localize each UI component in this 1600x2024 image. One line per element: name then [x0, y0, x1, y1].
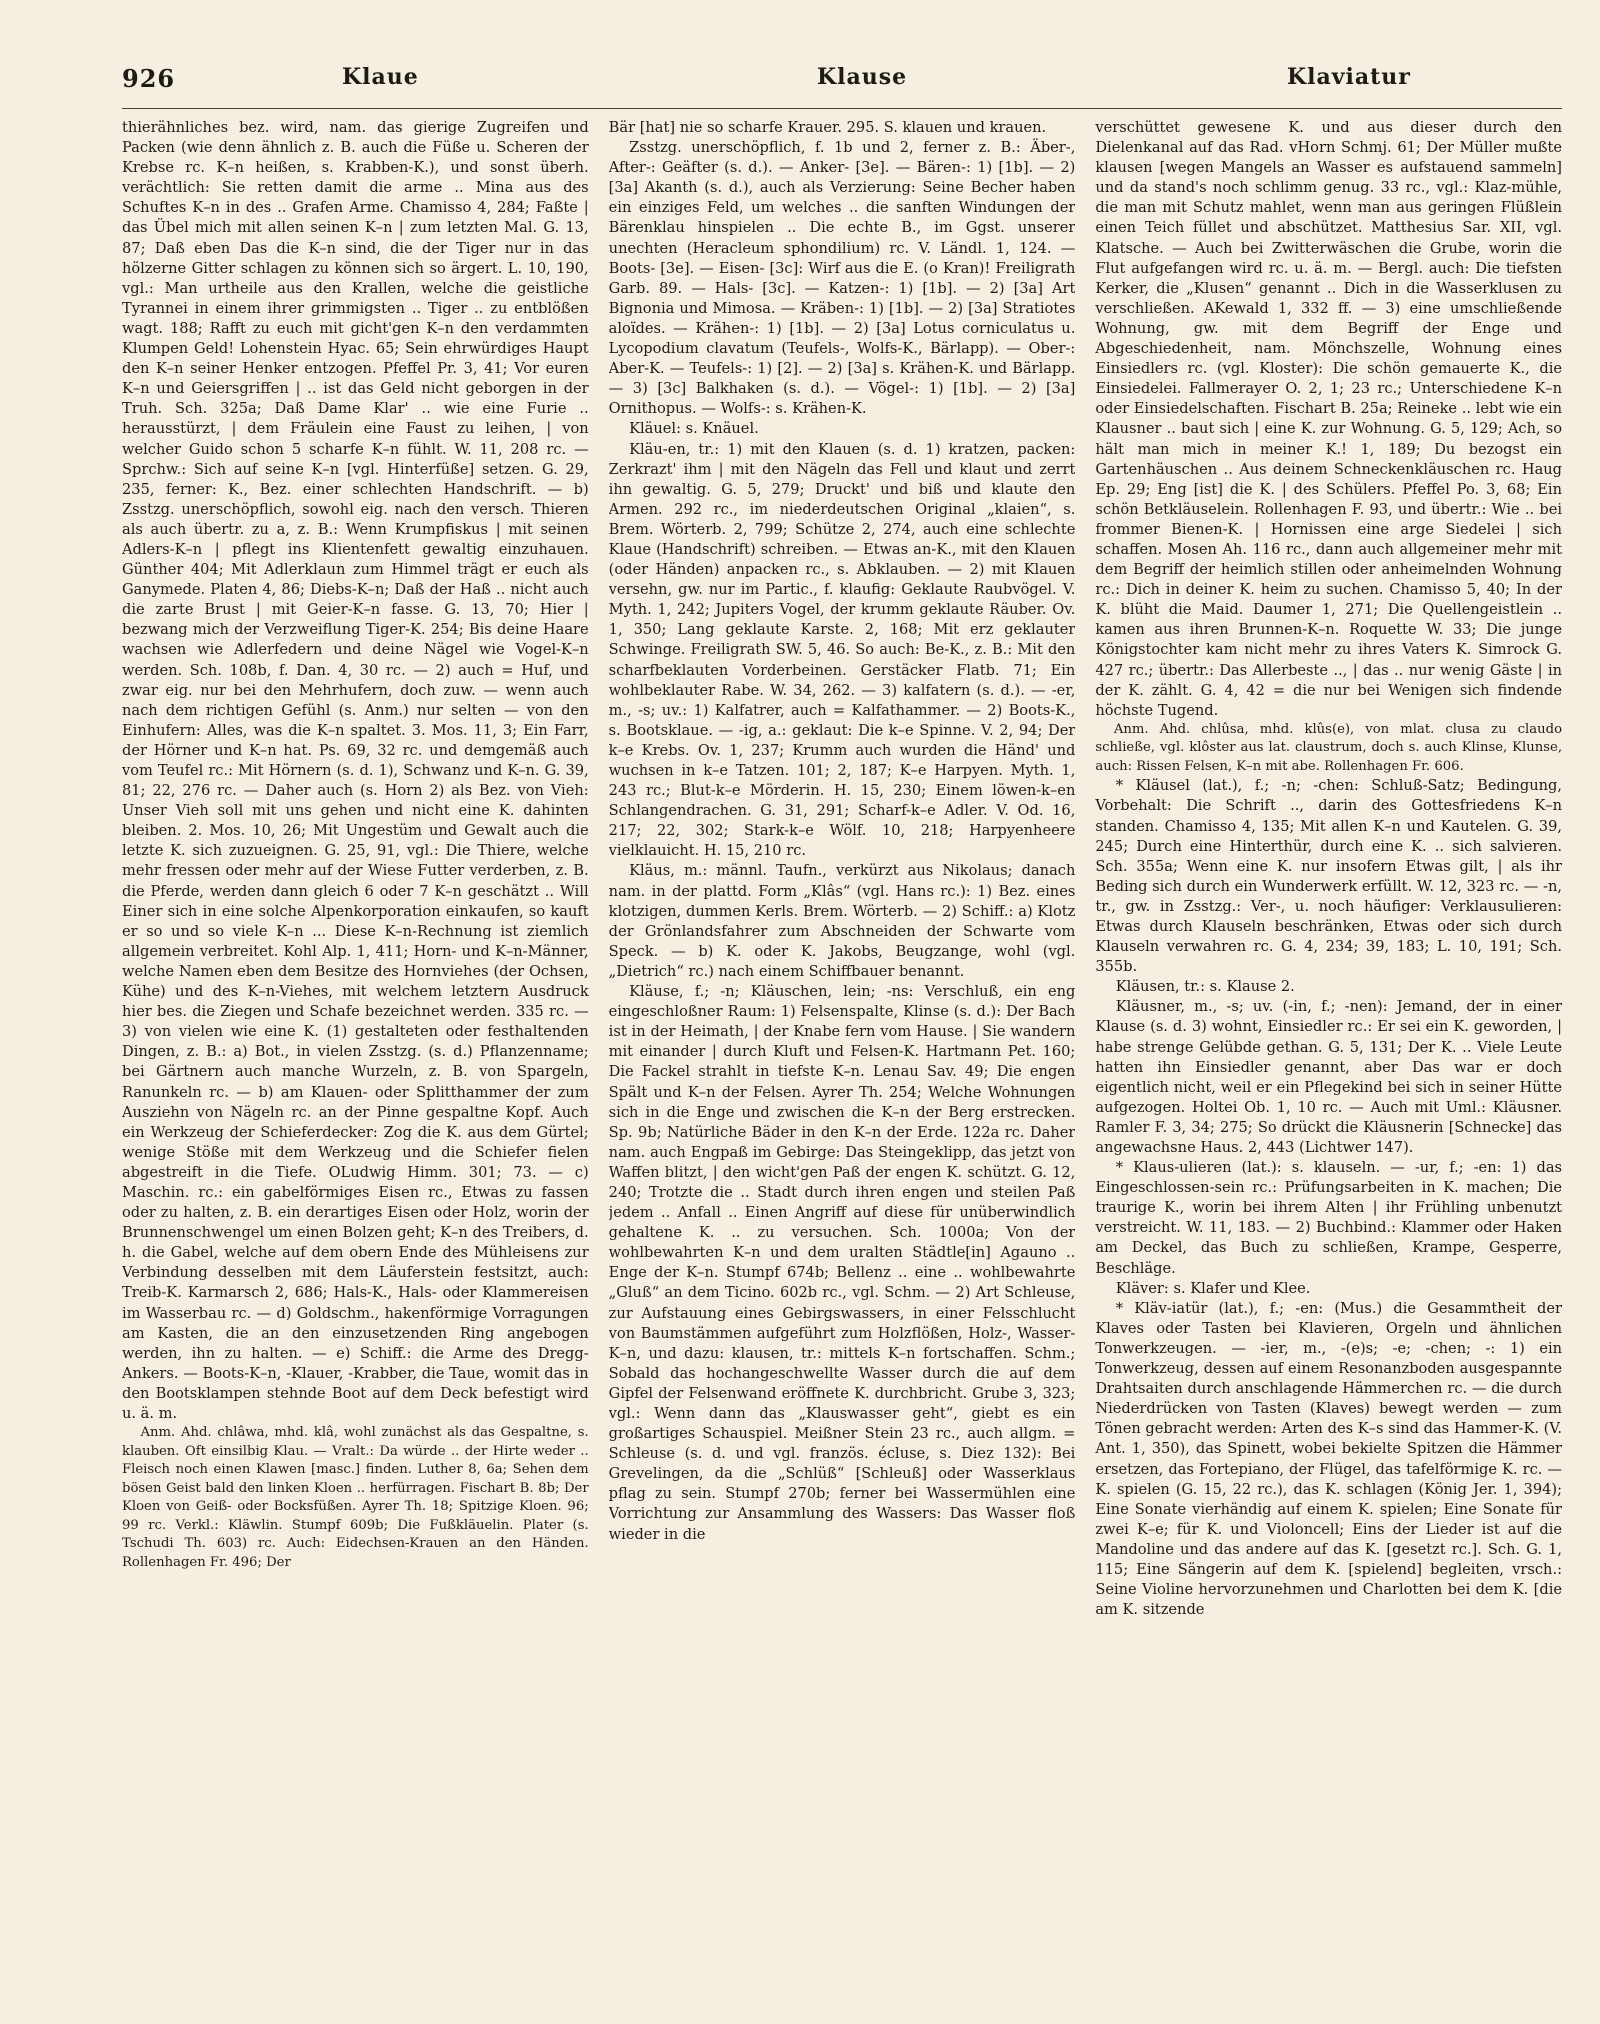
page-number: 926 [122, 64, 176, 93]
column-3 [1095, 118, 1562, 2008]
text-columns [122, 118, 1562, 2008]
entry-paragraph: * Klaus-ulieren (lat.): s. klauseln. — -ur, f.; -en: 1) das Eingeschlossen-sein rc.: Prüfungsarbeiten in K. machen; Die traurige K., worin bei ihrem Alten | ihr Frühling unbenutzt verstreicht. W. 11, 183. — 2) Buchbind.: Klammer oder Haken am Deckel, das Buch zu schließen, Krampe, Gesperre, Beschläge. [1095, 1159, 1563, 1277]
entry-paragraph: Kläusen, tr.: s. Klause 2. [1115, 978, 1295, 996]
header-left-keyword: Klaue [342, 64, 419, 90]
entry-paragraph: Anm. Ahd. chlâwa, mhd. klâ, wohl zunächst als das Gespaltne, s. klauben. Oft einsilbig Klau. — Vralt.: Da würde .. der Hirte weder .. Fleisch noch einen Klawen [masc.] finden. Luther 8, 6a; Sehen dem bösen Geist bald den linken Kloen .. herfürragen. Fischart B. 8b; Der Kloen von Geiß- oder Bocksfüßen. Ayrer Th. 18; Spitzige Kloen. 96; 99 rc. Verkl.: Kläwlin. Stumpf 609b; Die Fußkläuelin. Plater (s. Tschudi Th. 603) rc. Auch: Eidechsen-Krauen an den Händen. Rollenhagen Fr. 496; Der [122, 1425, 589, 1570]
entry-paragraph: Kläusner, m., -s; uv. (-in, f.; -nen): Jemand, der in einer Klause (s. d. 3) wohnt, Einsiedler rc.: Er sei ein K. geworden, | habe strenge Gelübde gethan. G. 5, 131; Der K. .. Viele Leute hatten ihn Einsiedler genannt, aber Das war er doch eigentlich nicht, weil er ein Pflegekind bei sich in seiner Hütte aufgezogen. Holtei Ob. 1, 10 rc. — Auch mit Uml.: Kläusner. Ramler F. 3, 34; 275; So drückt die Kläusnerin [Schnecke] das angewachsne Haus. 2, 443 (Lichtwer 147). [1095, 998, 1563, 1156]
entry-paragraph: Kläver: s. Klafer und Klee. [1115, 1279, 1311, 1297]
header-right-keyword: Klaviatur [1287, 64, 1411, 90]
entry-paragraph: Kläuse, f.; -n; Kläuschen, lein; -ns: Verschluß, ein eng eingeschloßner Raum: 1) Felsenspalte, Klinse (s. d.): Der Bach ist in der Heimath, | der Knabe fern vom Hause. | Sie wandern mit einander | durch Kluft und Felsen-K. Hartmann Pet. 160; Die Fackel strahlt in tiefste K–n. Lenau Sav. 49; Die engen Spält und K–n der Felsen. Ayrer Th. 254; Welche Wohnungen sich in die Enge und zwischen die K–n der Berg erstrecken. Sp. 9b; Natürliche Bäder in den K–n der Erde. 122a rc. Daher nam. auch Engpaß im Gebirge: Das Steingeklipp, das jetzt von Waffen blitzt, | den wicht'gen Paß der engen K. schützt. G. 12, 240; Trotzte die .. Stadt durch ihren engen und steilen Paß jedem .. Anfall .. Einen Angriff auf diese für unüberwindlich gehaltene K. .. zu versuchen. Sch. 1000a; Von der wohlbewahrten K–n und dem uralten Städtle[in] Agauno .. Enge der K–n. Stumpf 674b; Bellenz .. eine .. wohlbewahrte „Gluß“ an dem Ticino. 602b rc., vgl. Schm. — 2) Art Schleuse, zur Aufstauung eines Gebirgswassers, in einer Felsschlucht von Baumstämmen aufgeführt zum Holzflößen, Holz-, Wasser-K–n, und dazu: klausen, tr.: mittels K–n fortschaffen. Schm.; Sobald das hochangeschwellte Wasser durch die auf dem Gipfel der Felsenwand eröffnete K. durchbricht. Grube 3, 323; vgl.: Wenn dann das „Klauswasser geht“, giebt es ein großartiges Schauspiel. Meißner Stein 23 rc., auch allgm. = Schleuse (s. d. und vgl. französ. écluse, s. Diez 132): Bei Grevelingen, da die „Schlüß“ [Schleuß] oder Wasserklaus pflag zu sein. Stumpf 270b; ferner bei Wassermühlen eine Vorrichtung zur Ansammlung des Wassers: Das Wasser floß wieder in die [608, 983, 1076, 1543]
entry-paragraph: thierähnliches bez. wird, nam. das gierige Zugreifen und Packen (wie denn ähnlich z. B. auch die Füße u. Scheren der Krebse rc. K–n heißen, s. Krabben-K.), und sonst überh. verächtlich: Sie retten damit die arme .. Mina aus des Schuftes K–n in des .. Grafen Arme. Chamisso 4, 284; Faßte | das Übel mich mit allen seinen K–n | zum letzten Mal. G. 13, 87; Daß eben Das die K–n sind, die der Tiger nur in das hölzerne Gitter schlagen zu können sich so ärgert. L. 10, 190, vgl.: Man urtheile aus den Krallen, welche die geistliche Tyrannei in einem ihrer grimmigsten .. Tiger .. zu entblößen wagt. 188; Rafft zu euch mit gicht'gen K–n den verdammten Klumpen Geld! Lohenstein Hyac. 65; Sein ehrwürdiges Haupt den K–n seiner Henker entzogen. Pfeffel Pr. 3, 41; Vor euren K–n und Geiersgriffen | .. ist das Geld nicht geborgen in der Truh. Sch. 325a; Daß Dame Klar' .. wie eine Furie .. herausstürzt, | dem Fräulein eine Faust zu leihen, | von welcher Guido schon 5 scharfe K–n fühlt. W. 11, 208 rc. — Sprchw.: Sich auf seine K–n [vgl. Hinterfüße] setzen. G. 29, 235, ferner: K., Bez. einer schlechten Handschrift. — b) Zsstzg. unerschöpflich, sowohl eig. nach den versch. Thieren als auch übertr. zu a, z. B.: Wenn Krumpfiskus | mit seinen Adlers-K–n | pflegt ins Klientenfett gewaltig einzuhauen. Günther 404; Mit Adlerklaun zum Himmel trägt er euch als Ganymede. Platen 4, 86; Diebs-K–n; Daß der Haß .. nicht auch die zarte Brust | mit Geier-K–n fasse. G. 13, 70; Hier | bezwang mich der Verzweiflung Tiger-K. 254; Bis deine Haare wachsen wie Adlerfedern und deine Nägel wie Vogel-K–n werden. Sch. 108b, f. Dan. 4, 30 rc. — 2) auch = Huf, und zwar eig. nur bei den Mehrhufern, doch zuw. — wenn auch nach dem richtigen Gefühl (s. Anm.) nur selten — von den Einhufern: Alles, was die K–n spaltet. 3. Mos. 11, 3; Ein Farr, der Hörner und K–n hat. Ps. 69, 32 rc. und demgemäß auch vom Teufel rc.: Mit Hörnern (s. d. 1), Schwanz und K–n. G. 39, 81; 22, 276 rc. — Daher auch (s. Horn 2) als Bez. von Vieh: Unser Vieh soll mit uns gehen und nicht eine K. dahinten bleiben. 2. Mos. 10, 26; Mit Ungestüm und Gewalt auch die letzte K. sich zuzueignen. G. 25, 91, vgl.: Die Thiere, welche mehr fressen oder mehr auf der Wiese Futter verderben, z. B. die Pferde, werden dann gleich 6 oder 7 K–n geschätzt .. Will Einer sich in eine solche Alpenkorporation einkaufen, so kauft er so und so viele K–n ... Diese K–n-Rechnung ist ziemlich allgemein verbreitet. Kohl Alp. 1, 411; Horn- und K–n-Männer, welche Namen eben dem Besitze des Hornviehes (der Ochsen, Kühe) und des K–n-Viehes, mit welchem letztern Ausdruck hier bes. die Ziegen und Schafe bezeichnet werden. 335 rc. — 3) von vielen wie eine K. (1) gestalteten oder festhaltenden Dingen, z. B.: a) Bot., in vielen Zsstzg. (s. d.) Pflanzenname; bei Gärtnern auch manche Wurzeln, z. B. von Spargeln, Ranunkeln rc. — b) am Klauen- oder Splitthammer der zum Ausziehn von Nägeln rc. an der Pinne gespaltne Kopf. Auch ein Werkzeug der Schieferdecker: Zog die K. aus dem Gürtel; wenige Stöße mit dem Werkzeug und die Schiefer fielen abgestreift in die Tiefe. OLudwig Himm. 301; 73. — c) Maschin. rc.: ein gabelförmiges Eisen rc., Etwas zu fassen oder zu halten, z. B. ein derartiges Eisen oder Holz, worin der Brunnenschwengel um einen Bolzen geht; K–n des Treibers, d. h. die Gabel, welche auf dem obern Ende des Mühleisens zur Verbindung desselben mit dem Läuferstein festsitzt, auch: Treib-K. Karmarsch 2, 686; Hals-K., Hals- oder Klammereisen im Wasserbau rc. — d) Goldschm., hakenförmige Vorragungen am Kasten, die an den einzusetzenden Ring angebogen werden, ihn zu halten. — e) Schiff.: die Arme des Dregg-Ankers. — Boots-K–n, -Klauer, -Krabber, die Taue, womit das in den Bootsklampen stehnde Boot auf dem Deck befestigt wird u. ä. m. [122, 119, 589, 1422]
entry-paragraph: * Kläusel (lat.), f.; -n; -chen: Schluß-Satz; Bedingung, Vorbehalt: Die Schrift .., darin des Gottesfriedens K–n standen. Chamisso 4, 135; Mit allen K–n und Kautelen. G. 39, 245; Durch eine Hinterthür, durch eine K. .. sich salvieren. Sch. 355a; Wenn eine K. nur insofern Etwas gilt, | als ihr Beding sich durch ein Wunderwerk erfüllt. W. 12, 323 rc. — -n, tr., gw. in Zsstzg.: Ver-, u. noch häufiger: Verklausulieren: Etwas durch Klauseln beschränken, Etwas oder sich durch Klauseln verwahren rc. G. 4, 234; 39, 183; L. 10, 191; Sch. 355b. [1095, 777, 1563, 976]
entry-paragraph: * Kläv-iatür (lat.), f.; -en: (Mus.) die Gesammtheit der Klaves oder Tasten bei Klavieren, Orgeln und ähnlichen Tonwerkzeugen. — -ier, m., -(e)s; -e; -chen; -: 1) ein Tonwerkzeug, dessen auf einem Resonanzboden ausgespannte Drahtsaiten durch anschlagende Hämmerchen rc. — die durch Niederdrücken von Tasten (Klaves) bewegt werden — zum Tönen gebracht werden: Arten des K–s sind das Hammer-K. (V. Ant. 1, 350), das Spinett, wobei bekielte Spitzen die Hämmer ersetzen, das Fortepiano, der Flügel, das tafelförmige K. rc. — K. spielen (G. 15, 22 rc.), das K. schlagen (König Jer. 1, 394); Eine Sonate vierhändig auf einem K. spielen; Eine Sonate für zwei K–e; für K. und Violoncell; Eins der Lieder ist auf die Mandoline und das andere auf das K. [gesetzt rc.]. Sch. G. 1, 115; Eine Sängerin auf dem K. [spielend] begleiten, vrsch.: Seine Violine hervorzunehmen und Charlotten bei dem K. [die am K. sitzende [1095, 1299, 1563, 1619]
header-rule [122, 108, 1562, 109]
running-head [122, 64, 1562, 98]
column-2 [609, 118, 1076, 2008]
entry-paragraph: Zsstzg. unerschöpflich, f. 1b und 2, ferner z. B.: Äber-, After-: Geäfter (s. d.). — Anker- [3e]. — Bären-: 1) [1b]. — 2) [3a] Akanth (s. d.), auch als Verzierung: Seine Becher haben ein einziges Feld, um welches .. die sanften Windungen der Bärenklau hinspielen .. Die echte B., im Ggst. unserer unechten (Heracleum sphondilium) rc. V. Ländl. 1, 124. — Boots- [3e]. — Eisen- [3c]: Wirf aus die E. (o Kran)! Freiligrath Garb. 89. — Hals- [3c]. — Katzen-: 1) [1b]. — 2) [3a] Art Bignonia und Mimosa. — Kräben-: 1) [1b]. — 2) [3a] Stratiotes aloïdes. — Krähen-: 1) [1b]. — 2) [3a] Lotus corniculatus u. Lycopodium clavatum (Teufels-, Wolfs-K., Bärlapp). — Ober-: Aber-K. — Teufels-: 1) [2]. — 2) [3a] s. Krähen-K. und Bärlapp. — 3) [3c] Balkhaken (s. d.). — Vögel-: 1) [1b]. — 2) [3a] Ornithopus. — Wolfs-: s. Krähen-K. [608, 139, 1076, 418]
entry-paragraph: verschüttet gewesene K. und aus dieser durch den Dielenkanal auf das Rad. vHorn Schmj. 61; Der Müller mußte klausen [wegen Mangels an Wasser es aufstauend sammeln] und da stand's noch schlimm genug. 33 rc., vgl.: Klaz-mühle, die man mit Schutz mahlet, wenn man aus geringen Flüßlein einen Teich füllet und abschützet. Matthesius Sar. XII, vgl. Klatsche. — Auch bei Zwitterwäschen die Grube, worin die Flut aufgefangen wird rc. u. ä. m. — Bergl. auch: Die tiefsten Kerker, die „Klusen“ genannt .. Dich in die Wasserklusen zu verschließen. AKewald 1, 332 ff. — 3) eine umschließende Wohnung, gw. mit dem Begriff der Enge und Abgeschiedenheit, nam. Mönchszelle, Wohnung eines Einsiedlers rc. (vgl. Kloster): Die schön gemauerte K., die Einsiedelei. Fallmerayer O. 2, 1; 23 rc.; Unterschiedene K–n oder Einsiedelschaften. Fischart B. 25a; Reineke .. lebt wie ein Klausner .. baut sich | eine K. zur Wohnung. G. 5, 129; Ach, so hält man mich in meiner K.! 1, 189; Du bezogst ein Gartenhäuschen .. Aus deinem Schneckenkläuschen rc. Haug Ep. 29; Eng [ist] die K. | des Schülers. Pfeffel Po. 3, 68; Ein schön Betkläuselein. Rollenhagen F. 93, und übertr.: Wie .. bei frommer Bienen-K. | Hornissen eine arge Siedelei | sich schaffen. Mosen Ah. 116 rc., dann auch allgemeiner mehr mit dem Begriff der heimlich stillen oder anheimelnden Wohnung rc.: Dich in deiner K. heim zu suchen. Chamisso 5, 40; In der K. blüht die Maid. Daumer 1, 271; Die Quellengeistlein .. kamen aus ihren Brunnen-K–n. Roquette W. 33; Die junge Königstochter kam nicht mehr zu ihres Vaters K. Simrock G. 427 rc.; übertr.: Das Allerbeste .., | das .. nur wenig Gäste | in der K. zählt. G. 4, 42 = die nur bei Wenigen sich findende höchste Tugend. [1095, 119, 1563, 719]
entry-paragraph: Kläuel: s. Knäuel. [629, 420, 759, 438]
entry-paragraph: Anm. Ahd. chlûsa, mhd. klûs(e), von mlat. clusa zu claudo schließe, vgl. klôster aus lat. claustrum, doch s. auch Klinse, Klunse, auch: Rissen Felsen, K–n mit abe. Rollenhagen Fr. 606. [1095, 721, 1563, 774]
entry-paragraph: Kläu-en, tr.: 1) mit den Klauen (s. d. 1) kratzen, packen: Zerkrazt' ihm | mit den Nägeln das Fell und klaut und zerrt ihn gewaltig. G. 5, 279; Druckt' und biß und klaute den Armen. 292 rc., im niederdeutschen Original „klaien“, s. Brem. Wörterb. 2, 799; Schütze 2, 274, auch eine schlechte Klaue (Handschrift) schreiben. — Etwas an-K., mit den Klauen (oder Händen) anpacken rc., s. Abklauben. — 2) mit Klauen versehn, gw. nur im Partic., f. klaufig: Geklaute Raubvögel. V. Myth. 1, 242; Jupiters Vogel, der krumm geklaute Räuber. Ov. 1, 350; Lang geklaute Karste. 2, 168; Mit erz geklauter Schwinge. Freiligrath SW. 5, 46. So auch: Be-K., z. B.: Mit den scharfbeklauten Vorderbeinen. Gerstäcker Flatb. 71; Ein wohlbeklauter Rabe. W. 34, 262. — 3) kalfatern (s. d.). — -er, m., -s; uv.: 1) Kalfatrer, auch = Kalfathammer. — 2) Boots-K., s. Bootsklaue. — -ig, a.: geklaut: Die k–e Spinne. V. 2, 94; Der k–e Krebs. Ov. 1, 237; Krumm auch wurden die Händ' und wuchsen in k–e Tatzen. 101; 2, 187; K–e Harpyen. Myth. 1, 243 rc.; Blut-k–e Mörderin. H. 15, 230; Einem löwen-k–en Schlangendrachen. G. 31, 291; Scharf-k–e Adler. V. Od. 16, 217; 22, 302; Stark-k–e Wölf. 10, 218; Harpyenheere vielklauicht. H. 15, 210 rc. [608, 440, 1076, 860]
column-1 [122, 118, 589, 2008]
header-center-keyword: Klause [817, 64, 908, 90]
entry-paragraph: Bär [hat] nie so scharfe Krauer. 295. S. klauen und krauen. [608, 119, 1047, 136]
entry-paragraph: Kläus, m.: männl. Taufn., verkürzt aus Nikolaus; danach nam. in der plattd. Form „Klâs“ (vgl. Hans rc.): 1) Bez. eines klotzigen, dummen Kerls. Brem. Wörterb. — 2) Schiff.: a) Klotz der Grönlandsfahrer zum Abschneiden der Schwarte vom Speck. — b) K. oder K. Jakobs, Beugzange, wohl (vgl. „Dietrich“ rc.) nach einem Schiffbauer benannt. [608, 862, 1076, 980]
